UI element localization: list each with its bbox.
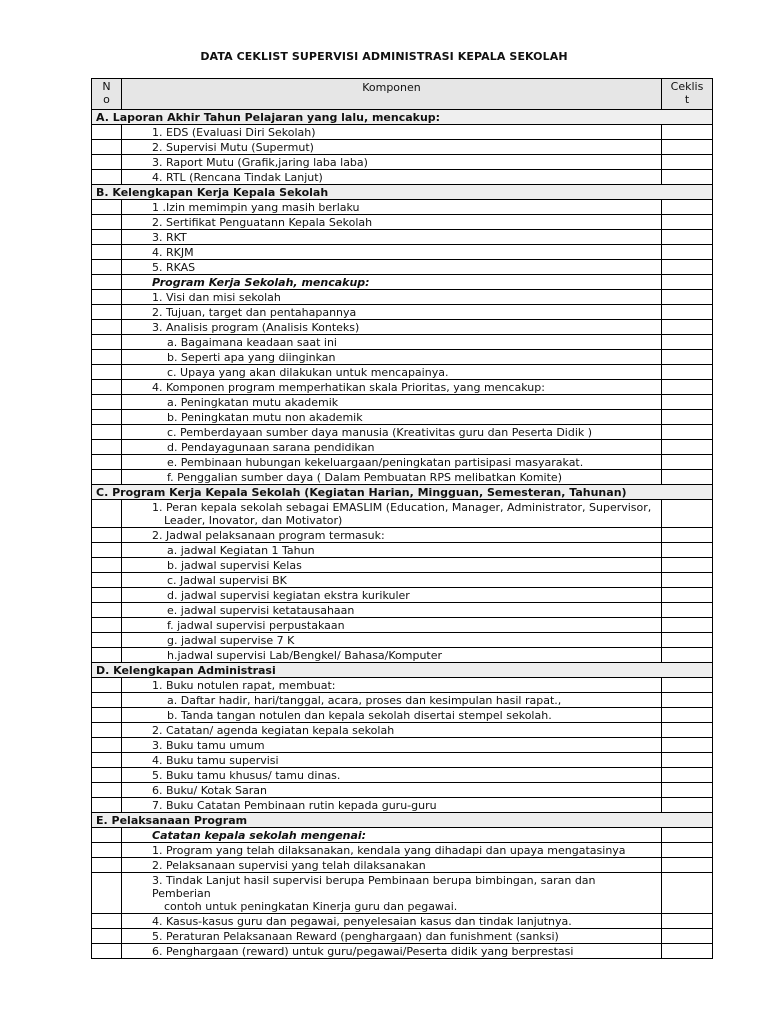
table-row bbox=[92, 723, 713, 738]
item-label: 1. EDS (Evaluasi Diri Sekolah) bbox=[122, 125, 662, 140]
no-cell bbox=[92, 275, 122, 290]
no-cell bbox=[92, 944, 122, 959]
subsection-title: Program Kerja Sekolah, mencakup: bbox=[122, 275, 662, 290]
item-label: 5. Buku tamu khusus/ tamu dinas. bbox=[122, 768, 662, 783]
checkbox-cell[interactable] bbox=[662, 140, 713, 155]
checkbox-cell[interactable] bbox=[662, 588, 713, 603]
no-cell bbox=[92, 603, 122, 618]
item-label: a. Bagaimana keadaan saat ini bbox=[122, 335, 662, 350]
table-header-row bbox=[92, 79, 713, 110]
section-header bbox=[92, 485, 713, 500]
no-cell bbox=[92, 528, 122, 543]
checkbox-cell[interactable] bbox=[662, 425, 713, 440]
section-header bbox=[92, 185, 713, 200]
section-d-title: D. Kelengkapan Administrasi bbox=[92, 663, 713, 678]
item-label: 3. Buku tamu umum bbox=[122, 738, 662, 753]
item-label: 4. Komponen program memperhatikan skala Prioritas, yang mencakup: bbox=[122, 380, 662, 395]
no-cell bbox=[92, 858, 122, 873]
no-cell bbox=[92, 783, 122, 798]
section-e-title: E. Pelaksanaan Program bbox=[92, 813, 713, 828]
no-cell bbox=[92, 260, 122, 275]
table-row bbox=[92, 558, 713, 573]
no-cell bbox=[92, 470, 122, 485]
table-row bbox=[92, 929, 713, 944]
item-label: 2. Jadwal pelaksanaan program termasuk: bbox=[122, 528, 662, 543]
item-label: c. Pemberdayaan sumber daya manusia (Kreativitas guru dan Peserta Didik ) bbox=[122, 425, 662, 440]
checkbox-cell[interactable] bbox=[662, 290, 713, 305]
table-row bbox=[92, 500, 713, 528]
checkbox-cell[interactable] bbox=[662, 125, 713, 140]
no-cell bbox=[92, 843, 122, 858]
no-cell bbox=[92, 455, 122, 470]
table-row bbox=[92, 320, 713, 335]
item-label: 1. Program yang telah dilaksanakan, kendala yang dihadapi dan upaya mengatasinya bbox=[122, 843, 662, 858]
table-row bbox=[92, 678, 713, 693]
checkbox-cell[interactable] bbox=[662, 723, 713, 738]
item-label: d. jadwal supervisi kegiatan ekstra kurikuler bbox=[122, 588, 662, 603]
section-header bbox=[92, 110, 713, 125]
no-cell bbox=[92, 588, 122, 603]
item-label: e. Pembinaan hubungan kekeluargaan/peningkatan partisipasi masyarakat. bbox=[122, 455, 662, 470]
checkbox-cell[interactable] bbox=[662, 410, 713, 425]
item-label: 6. Buku/ Kotak Saran bbox=[122, 783, 662, 798]
checkbox-cell[interactable] bbox=[662, 500, 713, 528]
no-cell bbox=[92, 140, 122, 155]
item-label: a. jadwal Kegiatan 1 Tahun bbox=[122, 543, 662, 558]
table-row bbox=[92, 588, 713, 603]
checkbox-cell[interactable] bbox=[662, 693, 713, 708]
checkbox-cell[interactable] bbox=[662, 708, 713, 723]
item-label: 2. Pelaksanaan supervisi yang telah dilaksanakan bbox=[122, 858, 662, 873]
checkbox-cell[interactable] bbox=[662, 365, 713, 380]
no-cell bbox=[92, 633, 122, 648]
checkbox-cell[interactable] bbox=[662, 738, 713, 753]
header-no: N o bbox=[92, 79, 122, 110]
checkbox-cell[interactable] bbox=[662, 275, 713, 290]
table-row bbox=[92, 440, 713, 455]
table-row bbox=[92, 828, 713, 843]
item-label: 5. RKAS bbox=[122, 260, 662, 275]
item-label: f. Penggalian sumber daya ( Dalam Pembuatan RPS melibatkan Komite) bbox=[122, 470, 662, 485]
no-cell bbox=[92, 425, 122, 440]
header-ceklist: Ceklis t bbox=[662, 79, 713, 110]
checkbox-cell[interactable] bbox=[662, 170, 713, 185]
table-row bbox=[92, 275, 713, 290]
checkbox-cell[interactable] bbox=[662, 305, 713, 320]
checkbox-cell[interactable] bbox=[662, 470, 713, 485]
table-row bbox=[92, 140, 713, 155]
no-cell bbox=[92, 335, 122, 350]
item-label: 2. Catatan/ agenda kegiatan kepala sekolah bbox=[122, 723, 662, 738]
checkbox-cell[interactable] bbox=[662, 395, 713, 410]
table-row bbox=[92, 573, 713, 588]
no-cell bbox=[92, 678, 122, 693]
checkbox-cell[interactable] bbox=[662, 558, 713, 573]
checkbox-cell[interactable] bbox=[662, 543, 713, 558]
checkbox-cell[interactable] bbox=[662, 873, 713, 914]
checkbox-cell[interactable] bbox=[662, 603, 713, 618]
item-label: 2. Tujuan, target dan pentahapannya bbox=[122, 305, 662, 320]
no-cell bbox=[92, 573, 122, 588]
item-label: 1. Visi dan misi sekolah bbox=[122, 290, 662, 305]
table-row bbox=[92, 603, 713, 618]
no-cell bbox=[92, 170, 122, 185]
item-label: h.jadwal supervisi Lab/Bengkel/ Bahasa/Komputer bbox=[122, 648, 662, 663]
table-row bbox=[92, 290, 713, 305]
no-cell bbox=[92, 558, 122, 573]
table-row bbox=[92, 633, 713, 648]
item-label: b. jadwal supervisi Kelas bbox=[122, 558, 662, 573]
table-row bbox=[92, 648, 713, 663]
no-cell bbox=[92, 873, 122, 914]
checkbox-cell[interactable] bbox=[662, 245, 713, 260]
item-label: 7. Buku Catatan Pembinaan rutin kepada guru-guru bbox=[122, 798, 662, 813]
item-label: b. Tanda tangan notulen dan kepala sekolah disertai stempel sekolah. bbox=[122, 708, 662, 723]
checkbox-cell[interactable] bbox=[662, 260, 713, 275]
checkbox-cell[interactable] bbox=[662, 753, 713, 768]
no-cell bbox=[92, 738, 122, 753]
no-cell bbox=[92, 200, 122, 215]
item-label: d. Pendayagunaan sarana pendidikan bbox=[122, 440, 662, 455]
table-row bbox=[92, 350, 713, 365]
checkbox-cell[interactable] bbox=[662, 528, 713, 543]
item-label: 2. Sertifikat Penguatann Kepala Sekolah bbox=[122, 215, 662, 230]
item-label: c. Upaya yang akan dilakukan untuk mencapainya. bbox=[122, 365, 662, 380]
item-label: 4. Buku tamu supervisi bbox=[122, 753, 662, 768]
item-label: b. Peningkatan mutu non akademik bbox=[122, 410, 662, 425]
checkbox-cell[interactable] bbox=[662, 320, 713, 335]
section-b-title: B. Kelengkapan Kerja Kepala Sekolah bbox=[92, 185, 713, 200]
table-row bbox=[92, 470, 713, 485]
item-label: 3. RKT bbox=[122, 230, 662, 245]
table-row bbox=[92, 425, 713, 440]
no-cell bbox=[92, 410, 122, 425]
table-row bbox=[92, 528, 713, 543]
item-label: 3. Raport Mutu (Grafik,jaring laba laba) bbox=[122, 155, 662, 170]
table-row bbox=[92, 873, 713, 914]
checkbox-cell[interactable] bbox=[662, 944, 713, 959]
checkbox-cell[interactable] bbox=[662, 215, 713, 230]
no-cell bbox=[92, 500, 122, 528]
table-row bbox=[92, 365, 713, 380]
table-row bbox=[92, 410, 713, 425]
no-cell bbox=[92, 914, 122, 929]
table-row bbox=[92, 708, 713, 723]
checkbox-cell[interactable] bbox=[662, 573, 713, 588]
table-row bbox=[92, 305, 713, 320]
no-cell bbox=[92, 693, 122, 708]
checkbox-cell[interactable] bbox=[662, 783, 713, 798]
checkbox-cell[interactable] bbox=[662, 455, 713, 470]
item-label: 1. Peran kepala sekolah sebagai EMASLIM (Education, Manager, Administrator, Supervisor, Leader, Inovator, dan Motivator) bbox=[122, 500, 662, 528]
no-cell bbox=[92, 230, 122, 245]
item-label: 1 .Izin memimpin yang masih berlaku bbox=[122, 200, 662, 215]
page-title: DATA CEKLIST SUPERVISI ADMINISTRASI KEPALA SEKOLAH bbox=[200, 50, 568, 63]
no-cell bbox=[92, 828, 122, 843]
section-a-title: A. Laporan Akhir Tahun Pelajaran yang lalu, mencakup: bbox=[92, 110, 713, 125]
table-row bbox=[92, 914, 713, 929]
table-row bbox=[92, 380, 713, 395]
checkbox-cell[interactable] bbox=[662, 648, 713, 663]
no-cell bbox=[92, 350, 122, 365]
no-cell bbox=[92, 245, 122, 260]
item-label: 3. Tindak Lanjut hasil supervisi berupa Pembinaan berupa bimbingan, saran dan Pemberian contoh untuk peningkatan Kinerja guru dan pegawai. bbox=[122, 873, 662, 914]
section-header bbox=[92, 813, 713, 828]
table-row bbox=[92, 783, 713, 798]
checkbox-cell[interactable] bbox=[662, 155, 713, 170]
no-cell bbox=[92, 708, 122, 723]
no-cell bbox=[92, 440, 122, 455]
checkbox-cell[interactable] bbox=[662, 768, 713, 783]
table-row bbox=[92, 230, 713, 245]
checkbox-cell[interactable] bbox=[662, 828, 713, 843]
table-row bbox=[92, 768, 713, 783]
no-cell bbox=[92, 798, 122, 813]
item-label: a. Daftar hadir, hari/tanggal, acara, proses dan kesimpulan hasil rapat., bbox=[122, 693, 662, 708]
no-cell bbox=[92, 723, 122, 738]
table-row bbox=[92, 335, 713, 350]
table-row bbox=[92, 260, 713, 275]
table-row bbox=[92, 543, 713, 558]
table-row bbox=[92, 155, 713, 170]
item-label: b. Seperti apa yang diinginkan bbox=[122, 350, 662, 365]
table-row bbox=[92, 395, 713, 410]
no-cell bbox=[92, 648, 122, 663]
checkbox-cell[interactable] bbox=[662, 678, 713, 693]
table-row bbox=[92, 944, 713, 959]
table-row bbox=[92, 693, 713, 708]
item-label: g. jadwal supervise 7 K bbox=[122, 633, 662, 648]
no-cell bbox=[92, 543, 122, 558]
checkbox-cell[interactable] bbox=[662, 200, 713, 215]
checkbox-cell[interactable] bbox=[662, 380, 713, 395]
no-cell bbox=[92, 753, 122, 768]
item-label: e. jadwal supervisi ketatausahaan bbox=[122, 603, 662, 618]
subsection-title: Catatan kepala sekolah mengenai: bbox=[122, 828, 662, 843]
no-cell bbox=[92, 320, 122, 335]
item-label: f. jadwal supervisi perpustakaan bbox=[122, 618, 662, 633]
table-row bbox=[92, 215, 713, 230]
no-cell bbox=[92, 768, 122, 783]
checkbox-cell[interactable] bbox=[662, 843, 713, 858]
no-cell bbox=[92, 618, 122, 633]
no-cell bbox=[92, 380, 122, 395]
item-label: 5. Peraturan Pelaksanaan Reward (penghargaan) dan funishment (sanksi) bbox=[122, 929, 662, 944]
checkbox-cell[interactable] bbox=[662, 858, 713, 873]
no-cell bbox=[92, 305, 122, 320]
checkbox-cell[interactable] bbox=[662, 798, 713, 813]
table-row bbox=[92, 200, 713, 215]
table-row bbox=[92, 170, 713, 185]
no-cell bbox=[92, 290, 122, 305]
checklist-table bbox=[91, 78, 713, 959]
no-cell bbox=[92, 125, 122, 140]
checkbox-cell[interactable] bbox=[662, 335, 713, 350]
checkbox-cell[interactable] bbox=[662, 929, 713, 944]
section-header bbox=[92, 663, 713, 678]
no-cell bbox=[92, 215, 122, 230]
table-row bbox=[92, 455, 713, 470]
item-label: 4. RKJM bbox=[122, 245, 662, 260]
item-label: 4. Kasus-kasus guru dan pegawai, penyelesaian kasus dan tindak lanjutnya. bbox=[122, 914, 662, 929]
item-label: c. Jadwal supervisi BK bbox=[122, 573, 662, 588]
item-label: 2. Supervisi Mutu (Supermut) bbox=[122, 140, 662, 155]
table-row bbox=[92, 798, 713, 813]
item-label: 1. Buku notulen rapat, membuat: bbox=[122, 678, 662, 693]
checkbox-cell[interactable] bbox=[662, 440, 713, 455]
table-row bbox=[92, 125, 713, 140]
no-cell bbox=[92, 395, 122, 410]
no-cell bbox=[92, 365, 122, 380]
table-row bbox=[92, 738, 713, 753]
table-row bbox=[92, 858, 713, 873]
item-label: 6. Penghargaan (reward) untuk guru/pegawai/Peserta didik yang berprestasi bbox=[122, 944, 662, 959]
table-row bbox=[92, 753, 713, 768]
checkbox-cell[interactable] bbox=[662, 618, 713, 633]
item-label: 4. RTL (Rencana Tindak Lanjut) bbox=[122, 170, 662, 185]
table-row bbox=[92, 843, 713, 858]
checkbox-cell[interactable] bbox=[662, 633, 713, 648]
no-cell bbox=[92, 929, 122, 944]
checkbox-cell[interactable] bbox=[662, 914, 713, 929]
checkbox-cell[interactable] bbox=[662, 350, 713, 365]
table-row bbox=[92, 618, 713, 633]
no-cell bbox=[92, 155, 122, 170]
header-komponen: Komponen bbox=[122, 79, 662, 110]
checkbox-cell[interactable] bbox=[662, 230, 713, 245]
section-c-title: C. Program Kerja Kepala Sekolah (Kegiatan Harian, Mingguan, Semesteran, Tahunan) bbox=[92, 485, 713, 500]
table-row bbox=[92, 245, 713, 260]
item-label: 3. Analisis program (Analisis Konteks) bbox=[122, 320, 662, 335]
item-label: a. Peningkatan mutu akademik bbox=[122, 395, 662, 410]
